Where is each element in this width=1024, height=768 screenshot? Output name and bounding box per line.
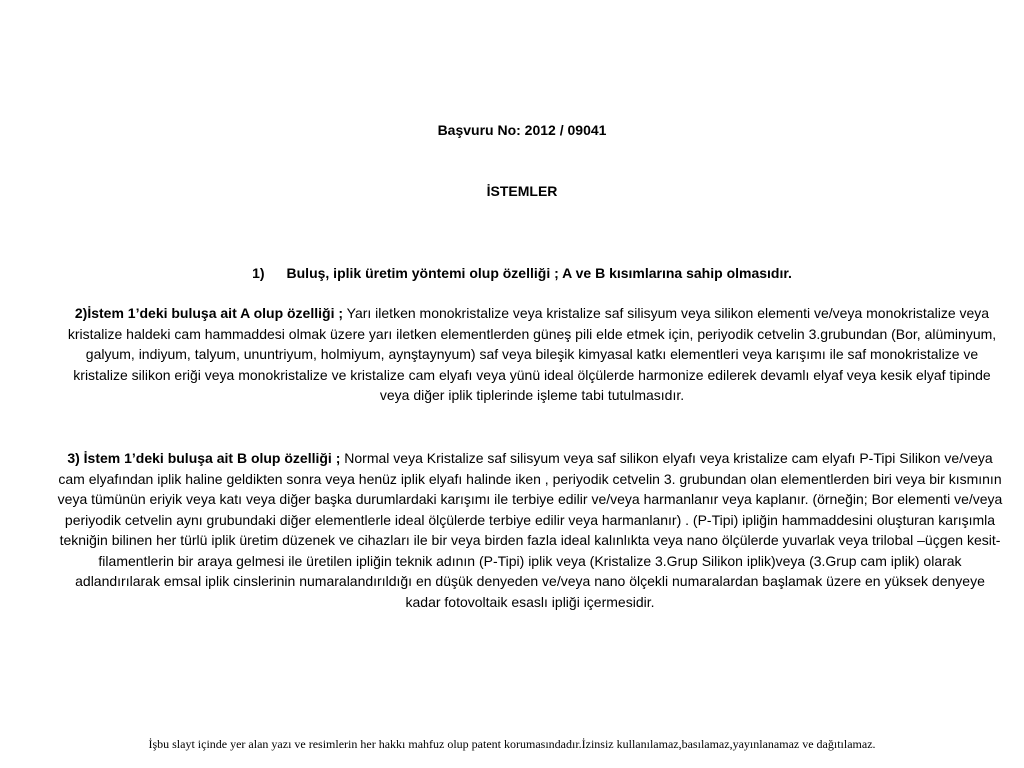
claims-heading: İSTEMLER	[486, 183, 558, 199]
claim-3	[56, 448, 1004, 612]
claim-1-number: 1)	[252, 265, 265, 281]
claim-3-text: Normal veya Kristalize saf silisyum veya saf silikon elyafı veya kristalize cam elyafı P-Tipi Silikon ve/veya cam elyafından iplik haline geldikten sonra veya henüz iplik elyafı halinde iken , periyodik cetvelin 3. grubundan olan elementlerden biri veya bir kısmının veya tümünün eriyik veya katı veya diğer başka durumlardaki karışımı ile terbiye edilir ve/veya harmanlanır veya kaplanır. (örneğin; Bor elementi ve/veya periyodik cetvelin aynı grubundaki diğer elementlerle ideal ölçülerde terbiye edilir veya harmanlanır) . (P-Tipi) ipliğin hammaddesini oluşturan karışımla tekniğin bilinen her türlü iplik üretim düzenek ve cihazları ile bir veya birden fazla ideal kalınlıkta veya nano ölçülerde yuvarlak veya trilobal –üçgen kesit-filamentlerin bir araya gelmesi ile üretilen ipliğin teknik adının (P-Tipi) iplik veya (Kristalize 3.Grup Silikon iplik)veya (3.Grup cam iplik) olarak adlandırılarak emsal iplik cinslerinin numaralandırıldığı en düşük denyeden ve/veya nano ölçekli numaralardan başlamak üzere en yüksek denyeye kadar fotovoltaik esaslı ipliği içermesidir.	[57, 450, 1003, 610]
claim-1	[0, 265, 1024, 281]
copyright-footer: İşbu slayt içinde yer alan yazı ve resimlerin her hakkı mahfuz olup patent korumasındadır.İzinsiz kullanılamaz,basılamaz,yayınlanamaz ve dağıtılamaz.	[148, 737, 876, 751]
application-number: Başvuru No: 2012 / 09041	[437, 122, 607, 138]
claim-2-text: Yarı iletken monokristalize veya kristalize saf silisyum veya silikon elementi ve/veya monokristalize veya kristalize haldeki cam hammaddesi olmak üzere yarı iletken elementlerden güneş pili elde etmek için, periyodik cetvelin 3.grubundan (Bor, alüminyum, galyum, indiyum, talyum, ununtriyum, holmiyum, aynştaynyum) saf veya bileşik kimyasal katkı elementleri veya karışımı ile saf monokristalize ve kristalize silikon eriği veya monokristalize ve kristalize cam elyafı veya yünü ideal ölçülerde harmonize edilerek devamlı elyaf veya kesik elyaf tipinde veya diğer iplik tiplerinde işleme tabi tutulmasıdır.	[67, 305, 997, 403]
claim-3-lead: 3) İstem 1’deki buluşa ait B olup özelliği ;	[67, 450, 341, 466]
claim-2	[60, 303, 1004, 406]
claim-1-text: Buluş, iplik üretim yöntemi olup özelliği ; A ve B kısımlarına sahip olmasıdır.	[286, 265, 792, 281]
claim-2-lead: 2)İstem 1’deki buluşa ait A olup özelliği ;	[74, 305, 344, 321]
